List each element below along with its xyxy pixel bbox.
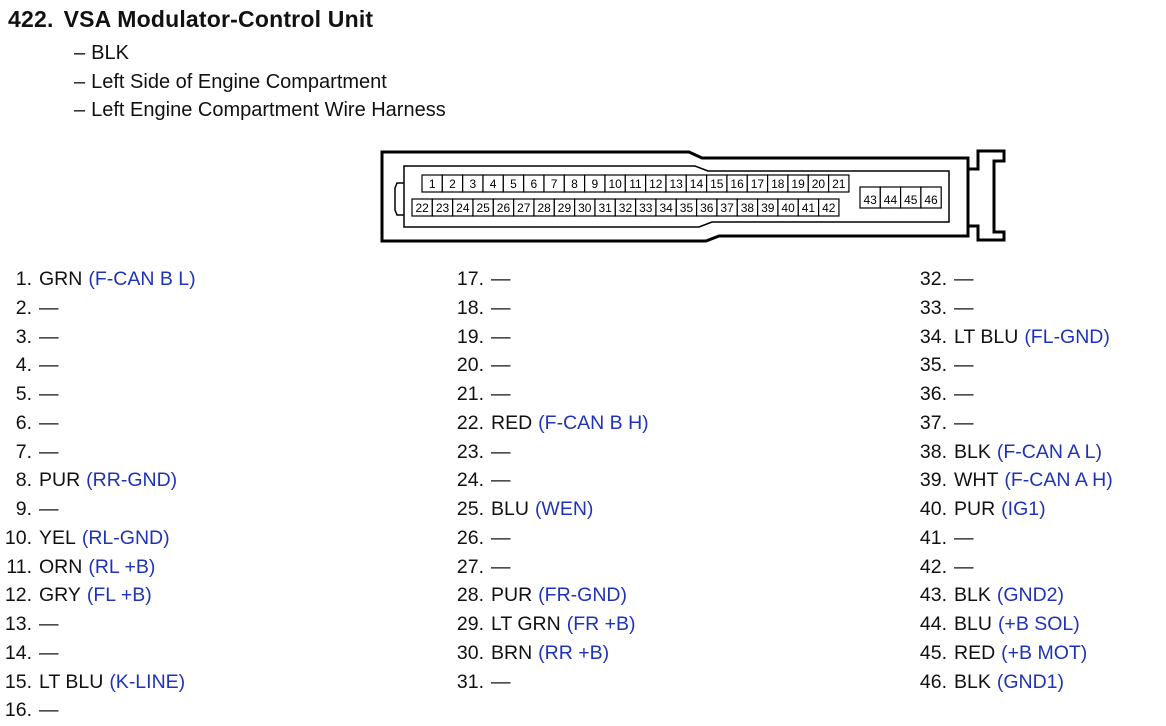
pin-entry <box>917 351 1113 380</box>
pin-number: 1. <box>15 268 32 290</box>
pin-number: 12. <box>4 584 32 607</box>
pin-number-label: 22 <box>415 201 429 215</box>
pin-cavity-27 <box>514 199 534 216</box>
pin-number: 38. <box>919 440 947 463</box>
pin-number-label: 13 <box>669 177 683 191</box>
pin-cavity-28 <box>534 199 554 216</box>
pin-number: 39. <box>919 469 947 492</box>
pin-entry <box>0 495 196 524</box>
pin-number: 25. <box>456 498 484 520</box>
wire-color: — <box>954 268 974 290</box>
signal-name: (GND2) <box>996 584 1065 607</box>
pin-number: 46. <box>919 670 947 693</box>
pin-entry <box>0 294 196 323</box>
pin-number: 27. <box>456 555 484 578</box>
pin-number: 33. <box>919 296 947 319</box>
pin-number: 7. <box>15 440 32 463</box>
pin-number: 9. <box>15 498 32 520</box>
pin-number-label: 12 <box>649 177 663 191</box>
pin-number: 43. <box>919 584 947 607</box>
wire-color: PUR <box>491 584 533 607</box>
pin-block-side <box>860 187 941 208</box>
pin-entry <box>0 265 196 294</box>
wire-color: — <box>39 440 59 463</box>
pin-cavity-6 <box>524 175 544 192</box>
pin-entry <box>0 696 196 725</box>
detail-location: – Left Side of Engine Compartment <box>74 71 387 93</box>
wire-color: — <box>491 670 511 693</box>
wire-color: — <box>954 296 974 319</box>
pin-list-column-2 <box>454 265 649 696</box>
pin-number-label: 1 <box>428 177 436 191</box>
pin-cavity-40 <box>778 199 798 216</box>
pin-cavity-31 <box>595 199 615 216</box>
pin-number-label: 19 <box>791 177 805 191</box>
wire-color: GRY <box>39 584 81 607</box>
pin-cavity-45 <box>901 187 921 208</box>
wire-color: WHT <box>954 469 999 492</box>
pin-number-label: 6 <box>530 177 538 191</box>
pin-cavity-5 <box>503 175 523 192</box>
pin-number-label: 43 <box>863 193 877 207</box>
pin-list-column-1 <box>0 265 196 725</box>
pin-list-column-3 <box>917 265 1113 696</box>
pin-number: 3. <box>15 325 32 348</box>
pin-number: 37. <box>919 411 947 434</box>
pin-cavity-4 <box>483 175 503 192</box>
pin-entry <box>0 553 196 582</box>
pin-number-label: 36 <box>700 201 714 215</box>
pin-cavity-20 <box>808 175 828 192</box>
pin-entry <box>917 466 1113 495</box>
pin-entry <box>0 438 196 467</box>
detail-color: – BLK <box>74 42 129 64</box>
connector-key-notch <box>395 183 404 215</box>
wire-color: — <box>39 296 59 319</box>
wire-color: YEL <box>39 526 76 549</box>
pin-number-label: 5 <box>510 177 517 191</box>
pin-number-label: 3 <box>469 177 477 191</box>
pin-number: 6. <box>15 411 32 434</box>
pin-number: 5. <box>15 383 32 405</box>
pin-number: 11. <box>6 555 32 578</box>
wire-color: — <box>39 354 59 377</box>
pin-row-bottom <box>412 199 839 216</box>
wire-color: PUR <box>954 498 996 520</box>
wire-color: LT BLU <box>39 670 104 693</box>
pin-number-label: 9 <box>591 177 599 191</box>
pin-cavity-17 <box>747 175 767 192</box>
signal-name: (RL +B) <box>88 555 156 578</box>
pin-entry <box>454 610 649 639</box>
pin-number-label: 33 <box>639 201 653 215</box>
pin-number-label: 4 <box>489 177 497 191</box>
pin-cavity-2 <box>442 175 462 192</box>
pin-cavity-42 <box>819 199 839 216</box>
pin-cavity-34 <box>656 199 676 216</box>
pin-cavity-16 <box>727 175 747 192</box>
pin-entry <box>0 581 196 610</box>
pin-entry <box>917 409 1113 438</box>
pin-number-label: 29 <box>557 201 572 215</box>
signal-name: (+B MOT) <box>1001 641 1088 664</box>
wire-color: — <box>491 383 511 405</box>
pin-number-label: 39 <box>761 201 775 215</box>
pin-entry <box>0 524 196 553</box>
pin-number: 45. <box>919 641 947 664</box>
pin-number-label: 10 <box>608 177 622 191</box>
wire-color: BLU <box>954 613 992 635</box>
pin-number-label: 20 <box>811 177 826 191</box>
pin-number: 21. <box>456 383 484 405</box>
pin-cavity-22 <box>412 199 432 216</box>
pin-number-label: 11 <box>629 177 642 191</box>
pin-cavity-36 <box>697 199 717 216</box>
pin-number-label: 18 <box>771 177 785 191</box>
pin-cavity-38 <box>737 199 757 216</box>
pin-number: 4. <box>15 354 32 377</box>
pin-number: 17. <box>456 268 484 290</box>
pin-number: 14. <box>4 641 32 664</box>
wire-color: — <box>39 641 59 664</box>
pin-number: 18. <box>456 296 484 319</box>
pin-cavity-11 <box>625 175 645 192</box>
pin-row-top <box>422 175 849 192</box>
pin-cavity-24 <box>453 199 473 216</box>
pin-cavity-19 <box>788 175 808 192</box>
signal-name: (F-CAN B L) <box>88 268 196 290</box>
pin-number: 30. <box>456 641 484 664</box>
pin-number: 36. <box>919 383 947 405</box>
wire-color: — <box>491 354 511 377</box>
wire-color: BLK <box>954 584 991 607</box>
wire-color: — <box>39 613 59 635</box>
pin-number: 15. <box>4 670 32 693</box>
pin-number-label: 30 <box>578 201 592 215</box>
pin-number: 35. <box>919 354 947 377</box>
wire-color: LT BLU <box>954 325 1019 348</box>
detail-harness: – Left Engine Compartment Wire Harness <box>74 99 446 121</box>
pin-cavity-18 <box>768 175 788 192</box>
pin-entry <box>454 294 649 323</box>
signal-name: (WEN) <box>534 498 594 520</box>
pin-entry <box>454 466 649 495</box>
wire-color: — <box>491 296 511 319</box>
pin-cavity-44 <box>880 187 900 208</box>
signal-name: (K-LINE) <box>109 670 186 693</box>
pin-number-label: 41 <box>801 201 816 215</box>
wire-color: — <box>491 555 511 578</box>
pin-cavity-37 <box>717 199 737 216</box>
pin-entry <box>454 409 649 438</box>
pin-entry <box>454 553 649 582</box>
wire-color: RED <box>954 641 996 664</box>
wire-color: — <box>491 526 511 549</box>
signal-name: (F-CAN A L) <box>996 440 1102 463</box>
pin-entry <box>917 438 1113 467</box>
connector-latch <box>968 151 1004 240</box>
pin-entry <box>0 380 196 409</box>
pin-cavity-14 <box>686 175 706 192</box>
pin-number: 2. <box>15 296 32 319</box>
pin-cavity-25 <box>473 199 493 216</box>
pin-entry <box>454 438 649 467</box>
pin-number-label: 21 <box>832 177 846 191</box>
pin-cavity-41 <box>798 199 818 216</box>
pin-number-label: 37 <box>720 201 734 215</box>
wire-color: — <box>491 469 511 492</box>
pin-entry <box>917 639 1113 668</box>
pin-number: 16. <box>4 699 32 722</box>
pin-number-label: 24 <box>456 201 470 215</box>
wire-color: PUR <box>39 469 81 492</box>
wire-color: LT GRN <box>491 613 561 635</box>
pin-number: 40. <box>919 498 947 520</box>
pin-number: 24. <box>456 469 484 492</box>
pin-entry <box>454 668 649 697</box>
pin-number-label: 40 <box>781 201 795 215</box>
pin-number: 29. <box>456 613 484 635</box>
wire-color: — <box>39 498 59 520</box>
pin-entry <box>917 581 1113 610</box>
signal-name: (IG1) <box>1001 498 1046 520</box>
pin-number-label: 32 <box>618 201 633 215</box>
pin-entry <box>917 323 1113 352</box>
pin-entry <box>454 639 649 668</box>
pin-number: 19. <box>456 325 484 348</box>
pin-cavity-26 <box>493 199 513 216</box>
pin-number-label: 2 <box>449 177 456 191</box>
pin-number-label: 14 <box>689 177 704 191</box>
pin-entry <box>454 380 649 409</box>
pin-cavity-15 <box>707 175 727 192</box>
pin-number: 23. <box>456 440 484 463</box>
pin-entry <box>917 294 1113 323</box>
pin-number-label: 34 <box>659 201 673 215</box>
pin-number-label: 26 <box>496 201 511 215</box>
pin-number-label: 17 <box>750 177 765 191</box>
pin-entry <box>917 265 1113 294</box>
wire-color: RED <box>491 411 533 434</box>
pin-entry <box>454 581 649 610</box>
pin-number: 8. <box>15 469 32 492</box>
signal-name: (FR +B) <box>566 613 636 635</box>
wire-color: — <box>39 411 59 434</box>
pin-number: 41. <box>919 526 947 549</box>
signal-name: (FL-GND) <box>1024 325 1110 348</box>
pin-number-label: 35 <box>679 201 694 215</box>
wire-color: — <box>954 526 974 549</box>
wire-color: — <box>39 383 59 405</box>
pin-entry <box>0 409 196 438</box>
pin-entry <box>0 668 196 697</box>
pin-entry <box>917 553 1113 582</box>
pin-number: 13. <box>4 613 32 635</box>
wire-color: — <box>39 699 59 722</box>
pin-cavity-43 <box>860 187 880 208</box>
wire-color: ORN <box>39 555 83 578</box>
pin-cavity-30 <box>575 199 595 216</box>
pin-number: 28. <box>456 584 484 607</box>
pin-entry <box>454 524 649 553</box>
pin-number: 34. <box>919 325 947 348</box>
wire-color: — <box>954 411 974 434</box>
signal-name: (GND1) <box>996 670 1065 693</box>
pin-cavity-46 <box>921 187 941 208</box>
pin-number: 26. <box>456 526 484 549</box>
signal-name: (FR-GND) <box>538 584 627 607</box>
pin-number: 10. <box>4 526 32 549</box>
signal-name: (F-CAN A H) <box>1004 469 1113 492</box>
wire-color: BLK <box>954 440 991 463</box>
pin-number: 20. <box>456 354 484 377</box>
pin-entry <box>917 524 1113 553</box>
pin-cavity-21 <box>829 175 849 192</box>
pin-entry <box>454 323 649 352</box>
pin-number-label: 23 <box>435 201 450 215</box>
wire-color: — <box>954 354 974 377</box>
pin-entry <box>917 610 1113 639</box>
pin-cavity-13 <box>666 175 686 192</box>
pin-entry <box>0 351 196 380</box>
pin-number: 42. <box>919 555 947 578</box>
pin-cavity-8 <box>564 175 584 192</box>
signal-name: (+B SOL) <box>997 613 1080 635</box>
pin-number-label: 45 <box>904 193 918 207</box>
pin-number: 31. <box>456 670 484 693</box>
pin-cavity-33 <box>636 199 656 216</box>
pin-cavity-35 <box>676 199 696 216</box>
connector-face-diagram <box>0 0 1166 260</box>
pin-entry <box>917 380 1113 409</box>
pin-number-label: 16 <box>730 177 744 191</box>
wire-color: — <box>491 325 511 348</box>
pin-number-label: 44 <box>883 193 898 207</box>
pin-cavity-1 <box>422 175 442 192</box>
connector-name: VSA Modulator-Control Unit <box>63 6 374 32</box>
pin-number-label: 38 <box>740 201 755 215</box>
pin-cavity-32 <box>615 199 635 216</box>
signal-name: (FL +B) <box>86 584 152 607</box>
pin-entry <box>454 265 649 294</box>
pin-cavity-39 <box>758 199 778 216</box>
signal-name: (F-CAN B H) <box>538 411 649 434</box>
wire-color: BRN <box>491 641 533 664</box>
pin-cavity-29 <box>554 199 574 216</box>
pin-cavity-23 <box>432 199 452 216</box>
wire-color: — <box>954 383 974 405</box>
wire-color: BLK <box>954 670 991 693</box>
pin-entry <box>917 668 1113 697</box>
pin-cavity-3 <box>463 175 483 192</box>
pin-number-label: 31 <box>598 201 612 215</box>
pin-cavity-10 <box>605 175 625 192</box>
pin-cavity-9 <box>585 175 605 192</box>
pin-entry <box>917 495 1113 524</box>
pin-number-label: 15 <box>710 177 724 191</box>
pin-number-label: 7 <box>550 177 558 191</box>
pin-number-label: 28 <box>537 201 551 215</box>
pin-number: 22. <box>456 411 484 434</box>
pin-number: 44. <box>919 613 947 635</box>
pin-entry <box>454 351 649 380</box>
pin-number-label: 46 <box>924 193 938 207</box>
pin-entry <box>0 466 196 495</box>
signal-name: (RR +B) <box>538 641 610 664</box>
pin-entry <box>0 639 196 668</box>
pin-cavity-12 <box>646 175 666 192</box>
pin-number: 32. <box>919 268 947 290</box>
wire-color: BLU <box>491 498 529 520</box>
wire-color: — <box>491 440 511 463</box>
pin-number-label: 8 <box>571 177 578 191</box>
pin-number-label: 27 <box>517 201 531 215</box>
pin-entry <box>0 610 196 639</box>
pin-cavity-7 <box>544 175 564 192</box>
wire-color: — <box>954 555 974 578</box>
pin-number-label: 42 <box>822 201 836 215</box>
signal-name: (RR-GND) <box>86 469 178 492</box>
wire-color: — <box>39 325 59 348</box>
pin-entry <box>0 323 196 352</box>
wire-color: — <box>491 268 511 290</box>
pin-number-label: 25 <box>476 201 490 215</box>
connector-number: 422. <box>8 6 54 32</box>
pin-entry <box>454 495 649 524</box>
wire-color: GRN <box>39 268 83 290</box>
signal-name: (RL-GND) <box>81 526 170 549</box>
